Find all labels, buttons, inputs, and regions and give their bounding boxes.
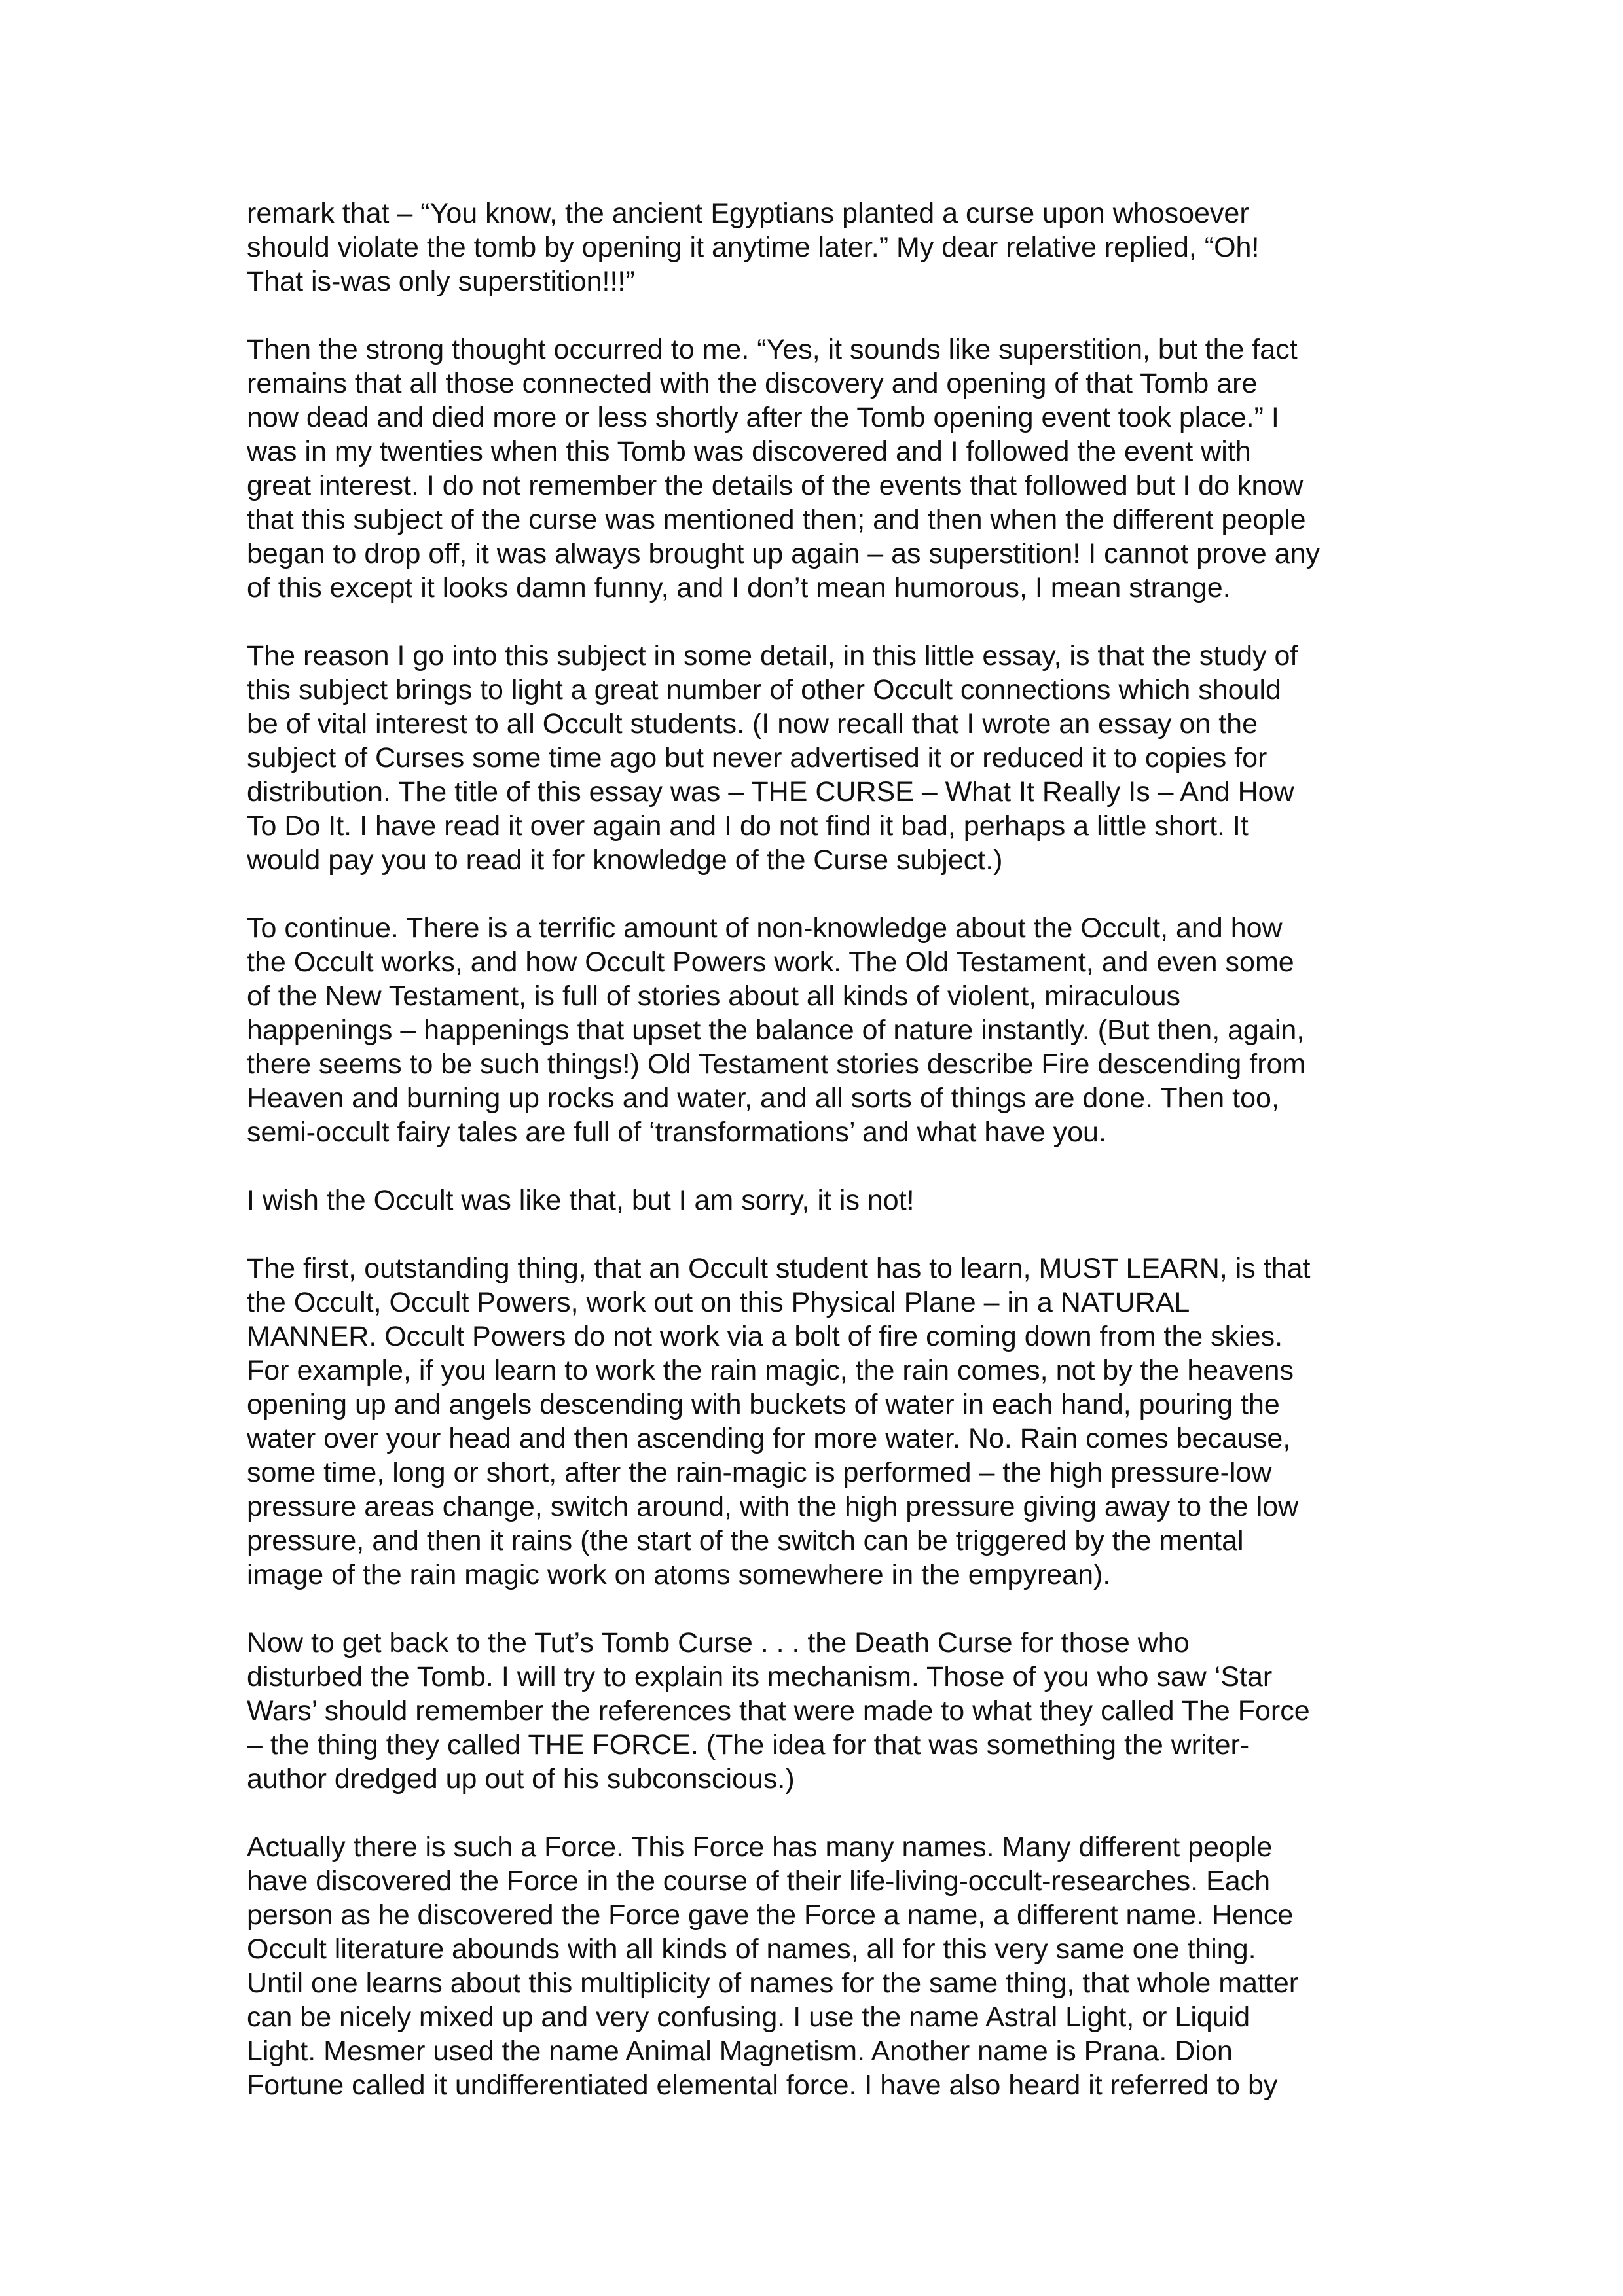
text-line: the Occult, Occult Powers, work out on this Physical Plane – in a NATURAL [247, 1287, 1190, 1318]
paragraph-3 [247, 639, 1399, 877]
text-line: be of vital interest to all Occult students. (I now recall that I wrote an essay on the [247, 708, 1258, 740]
text-line: The first, outstanding thing, that an Occult student has to learn, MUST LEARN, is that [247, 1253, 1311, 1284]
text-line: To continue. There is a terrific amount of non-knowledge about the Occult, and how [247, 912, 1283, 944]
text-line: there seems to be such things!) Old Testament stories describe Fire descending from [247, 1049, 1306, 1080]
text-line: Wars’ should remember the references that were made to what they called The Force [247, 1695, 1310, 1727]
text-line: this subject brings to light a great number of other Occult connections which should [247, 674, 1281, 706]
text-line: should violate the tomb by opening it anytime later.” My dear relative replied, “Oh! [247, 232, 1260, 263]
text-line: That is-was only superstition!!!” [247, 266, 635, 297]
paragraph-1 [247, 196, 1399, 298]
text-line: happenings – happenings that upset the balance of nature instantly. (But then, again, [247, 1014, 1305, 1046]
text-line: that this subject of the curse was mentioned then; and then when the different people [247, 504, 1306, 535]
text-line: distribution. The title of this essay was – THE CURSE – What It Really Is – And How [247, 776, 1294, 808]
text-line: Now to get back to the Tut’s Tomb Curse . . . the Death Curse for those who [247, 1627, 1190, 1659]
text-line: Occult literature abounds with all kinds of names, all for this very same one thing. [247, 1933, 1256, 1965]
paragraph-5 [247, 1183, 1399, 1217]
text-line: – the thing they called THE FORCE. (The idea for that was something the writer- [247, 1729, 1250, 1761]
text-line: author dredged up out of his subconscious.) [247, 1763, 795, 1795]
paragraph-4 [247, 911, 1399, 1149]
paragraph-7 [247, 1626, 1399, 1796]
text-line: Light. Mesmer used the name Animal Magnetism. Another name is Prana. Dion [247, 2036, 1233, 2067]
text-line: I wish the Occult was like that, but I am sorry, it is not! [247, 1185, 915, 1216]
text-line: Heaven and burning up rocks and water, and all sorts of things are done. Then too, [247, 1083, 1279, 1114]
text-line: opening up and angels descending with buckets of water in each hand, pouring the [247, 1389, 1280, 1420]
text-line: To Do It. I have read it over again and I do not find it bad, perhaps a little short. It [247, 810, 1249, 842]
text-line: MANNER. Occult Powers do not work via a bolt of fire coming down from the skies. [247, 1321, 1283, 1352]
paragraph-2 [247, 332, 1399, 605]
text-line: pressure areas change, switch around, with the high pressure giving away to the low [247, 1491, 1299, 1522]
text-line: have discovered the Force in the course of their life-living-occult-researches. Each [247, 1865, 1271, 1897]
paragraph-8 [247, 1830, 1399, 2102]
text-line: pressure, and then it rains (the start of the switch can be triggered by the mental [247, 1525, 1244, 1556]
text-line: can be nicely mixed up and very confusing. I use the name Astral Light, or Liquid [247, 2001, 1250, 2033]
text-line: image of the rain magic work on atoms somewhere in the empyrean). [247, 1559, 1111, 1590]
text-line: began to drop off, it was always brought up again – as superstition! I cannot prove any [247, 538, 1321, 569]
text-line: subject of Curses some time ago but never advertised it or reduced it to copies for [247, 742, 1267, 774]
text-line: would pay you to read it for knowledge of the Curse subject.) [247, 844, 1003, 876]
text-line: some time, long or short, after the rain-magic is performed – the high pressure-low [247, 1457, 1272, 1488]
document-page [247, 196, 1399, 2136]
text-line: Until one learns about this multiplicity of names for the same thing, that whole matter [247, 1967, 1299, 1999]
text-line: remains that all those connected with the discovery and opening of that Tomb are [247, 368, 1258, 399]
text-line: of the New Testament, is full of stories about all kinds of violent, miraculous [247, 980, 1181, 1012]
text-line: disturbed the Tomb. I will try to explain its mechanism. Those of you who saw ‘Star [247, 1661, 1273, 1693]
text-line: of this except it looks damn funny, and I don’t mean humorous, I mean strange. [247, 572, 1231, 603]
text-line: was in my twenties when this Tomb was discovered and I followed the event with [247, 436, 1251, 467]
text-line: Then the strong thought occurred to me. “Yes, it sounds like superstition, but the fact [247, 334, 1298, 365]
paragraph-6 [247, 1251, 1399, 1592]
text-line: great interest. I do not remember the details of the events that followed but I do know [247, 470, 1304, 501]
text-line: the Occult works, and how Occult Powers work. The Old Testament, and even some [247, 946, 1294, 978]
text-line: person as he discovered the Force gave the Force a name, a different name. Hence [247, 1899, 1294, 1931]
text-line: now dead and died more or less shortly after the Tomb opening event took place.” I [247, 402, 1279, 433]
text-line: semi-occult fairy tales are full of ‘transformations’ and what have you. [247, 1117, 1106, 1148]
text-line: Actually there is such a Force. This Force has many names. Many different people [247, 1831, 1273, 1863]
text-line: water over your head and then ascending for more water. No. Rain comes because, [247, 1423, 1291, 1454]
text-line: The reason I go into this subject in some detail, in this little essay, is that the study of [247, 640, 1298, 672]
text-line: Fortune called it undifferentiated elemental force. I have also heard it referred to by [247, 2070, 1278, 2101]
text-line: remark that – “You know, the ancient Egyptians planted a curse upon whosoever [247, 198, 1249, 229]
text-line: For example, if you learn to work the rain magic, the rain comes, not by the heavens [247, 1355, 1294, 1386]
